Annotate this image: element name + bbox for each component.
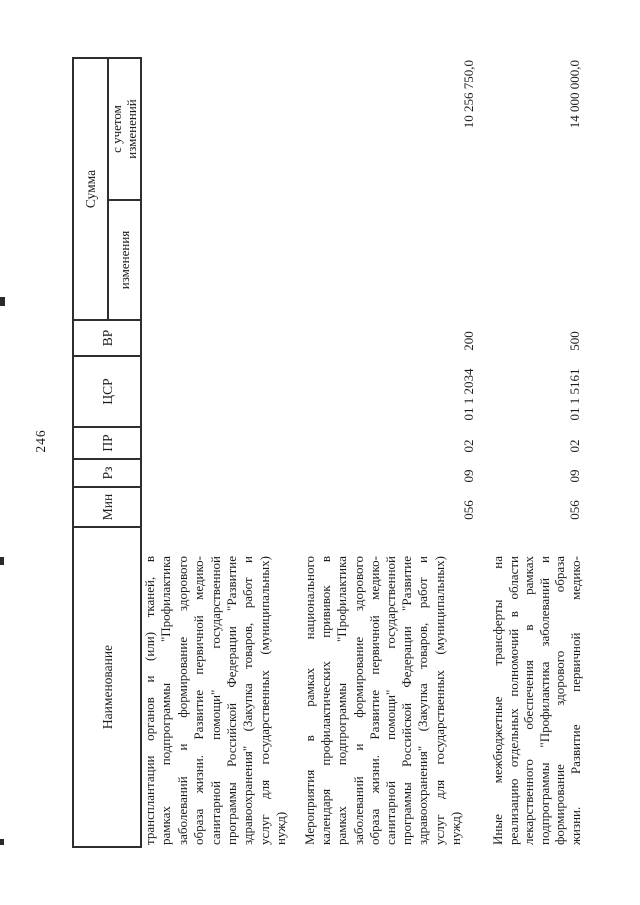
row-1-line: нужд) xyxy=(273,811,289,845)
row-2-line: рамках подпрограммы "Профилактика xyxy=(334,556,350,845)
sum-subheaders xyxy=(107,59,140,319)
row-2-line: нужд) xyxy=(447,811,463,845)
column-header-sum: Сумма xyxy=(82,169,98,209)
row-3-line: жизни. Развитие первичной медико- xyxy=(567,556,583,845)
column-header-name: Наименование xyxy=(99,644,115,730)
row-2-line: заболеваний и формирование здорового xyxy=(350,556,366,845)
row-2-line: программы Российской Федерации "Развитие xyxy=(399,556,415,845)
row-2-line: здравоохранения" (Закупка товаров, работ и xyxy=(415,556,431,845)
row-2-line: образа жизни. Развитие первичной медико- xyxy=(366,556,382,845)
table-row-1-name xyxy=(142,556,290,845)
row-1-line: здравоохранения" (Закупка товаров, работ и xyxy=(240,556,256,845)
column-header-rz: Рз xyxy=(74,460,140,488)
scan-artifact xyxy=(0,557,4,565)
row-3-vr-code: 500 xyxy=(567,331,582,351)
row-2-line: календаря профилактических прививок в xyxy=(318,556,334,845)
row-1-line: заболеваний и формирование здорового xyxy=(174,556,190,845)
row-2-vr-code: 200 xyxy=(461,331,476,351)
column-header-izmeneniya: изменения xyxy=(116,230,132,290)
row-3-line: формирование здорового образа xyxy=(552,556,568,845)
row-1-line: трансплантации органов и (или) тканей, в xyxy=(142,556,157,845)
row-2-line: санитарной помощи" государственной xyxy=(383,556,399,845)
row-3-min-code: 056 xyxy=(567,500,582,520)
column-header-s-uchetom: с учетом изменений xyxy=(109,59,140,201)
column-header-min: Мин xyxy=(74,488,140,528)
row-3-line: Иные межбюджетные трансферты на xyxy=(490,556,505,845)
row-1-line: программы Российской Федерации "Развитие xyxy=(224,556,240,845)
row-3-line: подпрограммы "Профилактика заболеваний и xyxy=(536,556,552,845)
row-3-rz-code: 09 xyxy=(567,469,582,483)
row-3-sum-value: 14 000 000,0 xyxy=(567,60,582,129)
row-2-rz-code: 09 xyxy=(461,469,476,483)
table-header xyxy=(72,57,142,848)
table-row-2-codes xyxy=(461,0,477,905)
row-2-line: Мероприятия в рамках национального xyxy=(302,556,317,845)
column-header-pr: ПР xyxy=(74,428,140,460)
column-header-sum-group xyxy=(74,59,140,321)
table-row-2-name xyxy=(302,556,464,845)
row-1-line: образа жизни. Развитие первичной медико- xyxy=(191,556,207,845)
row-1-line: услуг для государственных (муниципальных) xyxy=(256,556,272,845)
table-row-3-codes xyxy=(567,0,583,905)
page-number: 246 xyxy=(33,429,48,453)
row-3-csr-code: 01 1 5161 xyxy=(567,368,582,421)
row-3-line: реализацию отдельных полномочий в области xyxy=(505,556,521,845)
row-2-pr-code: 02 xyxy=(461,439,476,453)
scan-artifact xyxy=(0,839,4,845)
column-header-csr: ЦСР xyxy=(74,357,140,428)
row-3-pr-code: 02 xyxy=(567,439,582,453)
row-3-line: лекарственного обеспечения в рамках xyxy=(521,556,537,845)
row-1-line: рамках подпрограммы "Профилактика xyxy=(158,556,174,845)
row-2-min-code: 056 xyxy=(461,500,476,520)
row-2-sum-value: 10 256 750,0 xyxy=(461,60,476,129)
row-2-line: услуг для государственных (муниципальных) xyxy=(431,556,447,845)
row-1-line: санитарной помощи" государственной xyxy=(207,556,223,845)
column-header-vr: ВР xyxy=(74,321,140,357)
row-2-csr-code: 01 1 2034 xyxy=(461,368,476,421)
scan-artifact xyxy=(0,297,5,306)
